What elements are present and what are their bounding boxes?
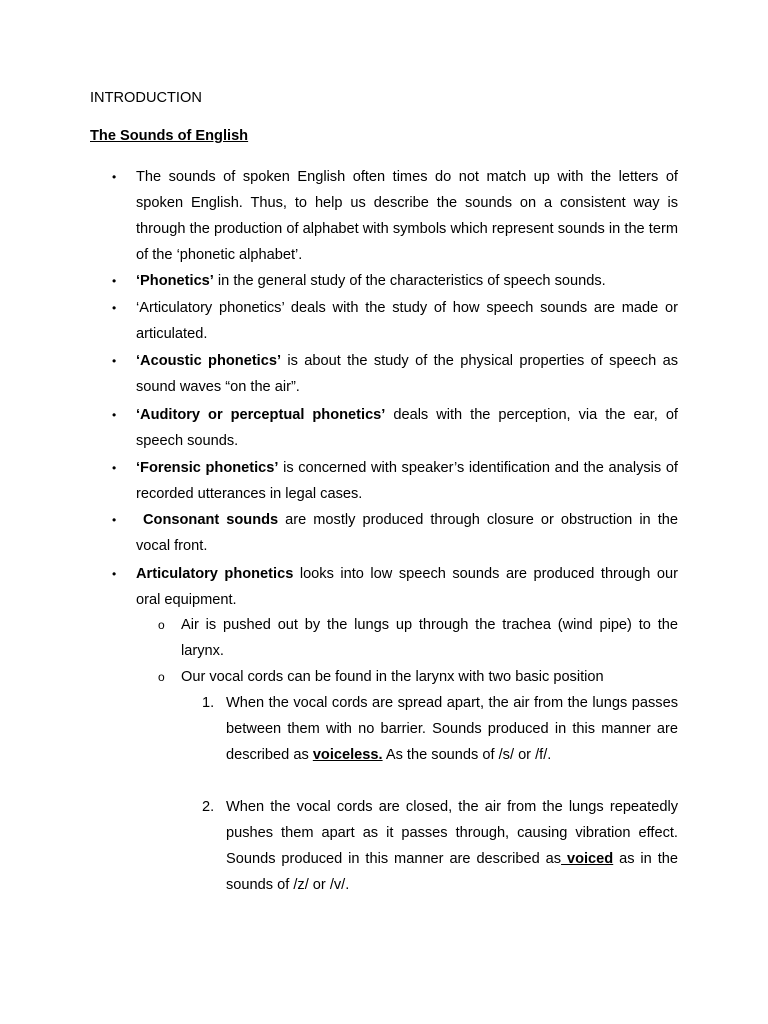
bullet-item bbox=[112, 164, 678, 268]
sub-bullet-marker: o bbox=[158, 670, 165, 684]
bullet-text: deals with the perception, via the ear, of speech sounds. bbox=[136, 407, 678, 449]
bullet-marker: • bbox=[112, 170, 117, 184]
bullet-marker: • bbox=[112, 301, 117, 315]
bullet-item bbox=[112, 561, 678, 613]
sub-bullet-item bbox=[158, 612, 678, 664]
numbered-text: When the vocal cords are closed, the air from the lungs repeatedly pushes them apart as it passes through, causing vibration effect. Sounds produced in this manner are described as bbox=[226, 799, 678, 867]
bullet-term: ‘Auditory or perceptual phonetics’ bbox=[136, 407, 386, 423]
bullet-text: ‘Articulatory phonetics’ deals with the study of how speech sounds are made or articulated. bbox=[136, 300, 678, 342]
bullet-marker: • bbox=[112, 408, 117, 422]
sub-bullet-text: Our vocal cords can be found in the larynx with two basic position bbox=[181, 669, 604, 685]
sub-bullet-text: Air is pushed out by the lungs up through the trachea (wind pipe) to the larynx. bbox=[181, 617, 678, 659]
numbered-text: When the vocal cords are spread apart, the air from the lungs passes between them with no barrier. Sounds produced in this manner are described as bbox=[226, 695, 678, 763]
number-marker: 2. bbox=[202, 799, 215, 815]
bullet-item bbox=[112, 295, 678, 347]
bullet-text: in the general study of the characteristics of speech sounds. bbox=[213, 273, 606, 289]
bullet-item bbox=[112, 402, 678, 454]
bullet-marker: • bbox=[112, 354, 117, 368]
bullet-term: ‘Acoustic phonetics’ bbox=[136, 353, 282, 369]
bullet-marker: • bbox=[112, 567, 117, 581]
sub-bullet-item bbox=[158, 664, 678, 690]
page-title: The Sounds of English bbox=[90, 128, 249, 144]
bullet-text: is about the study of the physical properties of speech as sound waves “on the air”. bbox=[136, 353, 678, 395]
section-heading: INTRODUCTION bbox=[90, 90, 202, 106]
bullet-item bbox=[112, 268, 678, 294]
bullet-term: Consonant sounds bbox=[136, 512, 279, 528]
bullet-text: looks into low speech sounds are produced through our oral equipment. bbox=[136, 566, 678, 608]
bullet-text: are mostly produced through closure or obstruction in the vocal front. bbox=[136, 512, 678, 554]
bullet-item bbox=[112, 507, 678, 559]
numbered-text-end: As the sounds of /s/ or /f/. bbox=[382, 747, 552, 763]
term-voiced: voiced bbox=[561, 851, 614, 867]
bullet-term: ‘Phonetics’ bbox=[136, 273, 214, 289]
term-voiceless: voiceless. bbox=[312, 747, 383, 763]
numbered-item bbox=[202, 690, 678, 768]
bullet-marker: • bbox=[112, 513, 117, 527]
number-marker: 1. bbox=[202, 695, 215, 711]
bullet-marker: • bbox=[112, 274, 117, 288]
numbered-text-end: as in the sounds of /z/ or /v/. bbox=[226, 851, 678, 893]
bullet-text: The sounds of spoken English often times do not match up with the letters of spoken English. Thus, to help us describe the sounds on a consistent way is through the production of alphabet with symbols which represent sounds in the term of the ‘phonetic alphabet’. bbox=[136, 169, 678, 263]
sub-bullet-marker: o bbox=[158, 618, 165, 632]
bullet-term: ‘Forensic phonetics’ bbox=[136, 460, 279, 476]
bullet-item bbox=[112, 348, 678, 400]
numbered-item bbox=[202, 794, 678, 898]
bullet-term: Articulatory phonetics bbox=[136, 566, 294, 582]
bullet-marker: • bbox=[112, 461, 117, 475]
bullet-text: is concerned with speaker’s identification and the analysis of recorded utterances in legal cases. bbox=[136, 460, 678, 502]
bullet-item bbox=[112, 455, 678, 507]
